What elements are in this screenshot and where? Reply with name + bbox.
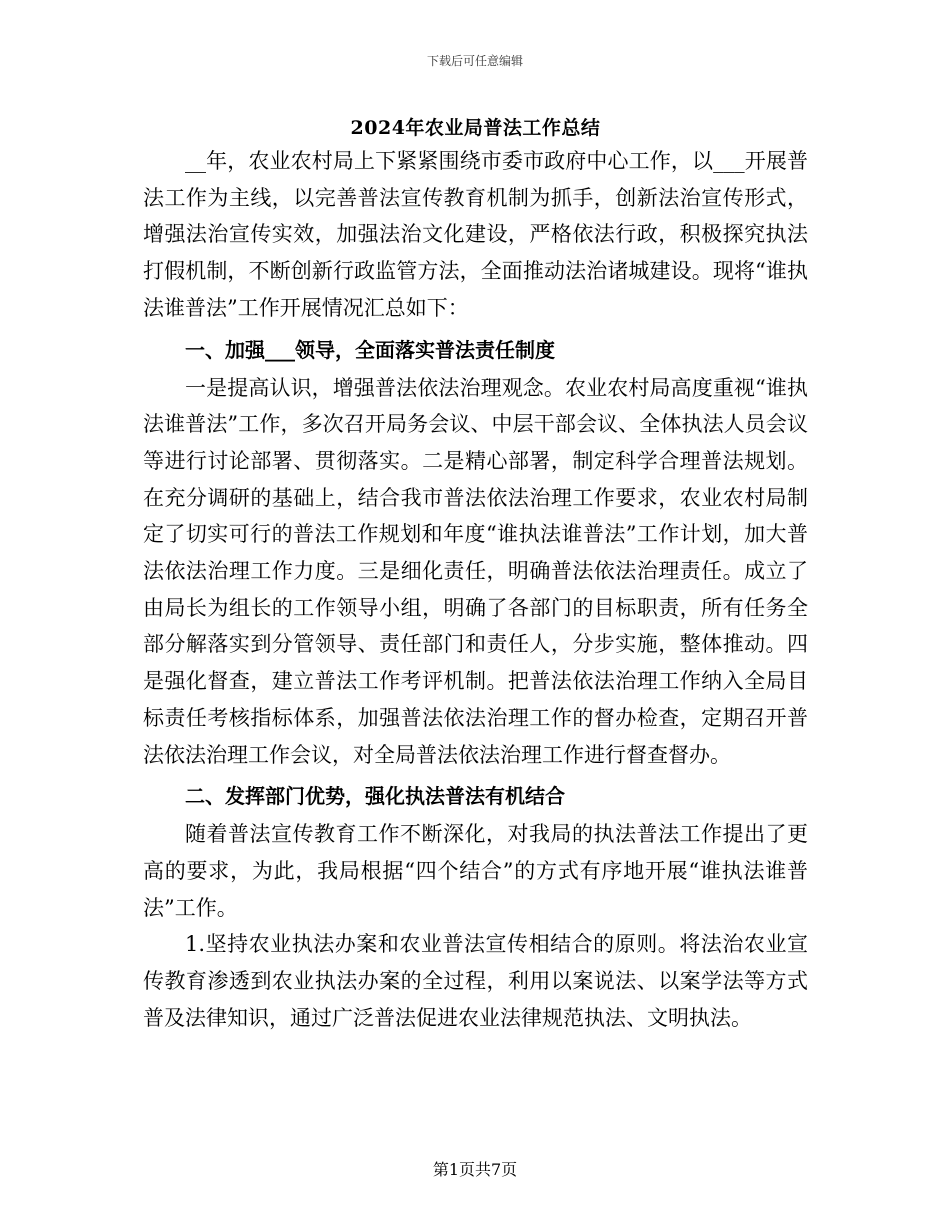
page-footer: 第1页共7页	[432, 1160, 518, 1179]
intro-paragraph: __年，农业农村局上下紧紧围绕市委市政府中心工作，以___开展普法工作为主线，以完善普法宣传教育机制为抓手，创新法治宣传形式，增强法治宣传实效，加强法治文化建设，严格依法行政，积极探究执法打假机制，不断创新行政监管方法，全面推动法治诸城建设。现将“谁执法谁普法”工作开展情况汇总如下：	[143, 149, 808, 320]
item1-paragraph: 1.坚持农业执法办案和农业普法宣传相结合的原则。将法治农业宣传教育渗透到农业执法办案的全过程，利用以案说法、以案学法等方式普及法律知识，通过广泛普法促进农业法律规范执法、文明执法。	[143, 932, 808, 1030]
document-title: 2024年农业局普法工作总结	[350, 117, 601, 139]
section1-heading: 一、加强___领导，全面落实普法责任制度	[185, 337, 555, 362]
document-page	[143, 113, 808, 1036]
section1-paragraph: 一是提高认识，增强普法依法治理观念。农业农村局高度重视“谁执法谁普法”工作，多次召开局务会议、中层干部会议、全体执法人员会议等进行讨论部署、贯彻落实。二是精心部署，制定科学合理普法规划。在充分调研的基础上，结合我市普法依法治理工作要求，农业农村局制定了切实可行的普法工作规划和年度“谁执法谁普法”工作计划，加大普法依法治理工作力度。三是细化责任，明确普法依法治理责任。成立了由局长为组长的工作领导小组，明确了各部门的目标职责，所有任务全部分解落实到分管领导、责任部门和责任人，分步实施，整体推动。四是强化督查，建立普法工作考评机制。把普法依法治理工作纳入全局目标责任考核指标体系，加强普法依法治理工作的督办检查，定期召开普法依法治理工作会议，对全局普法依法治理工作进行督查督办。	[143, 375, 808, 767]
section2-heading: 二、发挥部门优势，强化执法普法有机结合	[185, 784, 565, 809]
section2-paragraph: 随着普法宣传教育工作不断深化，对我局的执法普法工作提出了更高的要求，为此，我局根据“四个结合”的方式有序地开展“谁执法谁普法”工作。	[143, 822, 808, 920]
header-note: 下载后可任意编辑	[426, 54, 523, 68]
